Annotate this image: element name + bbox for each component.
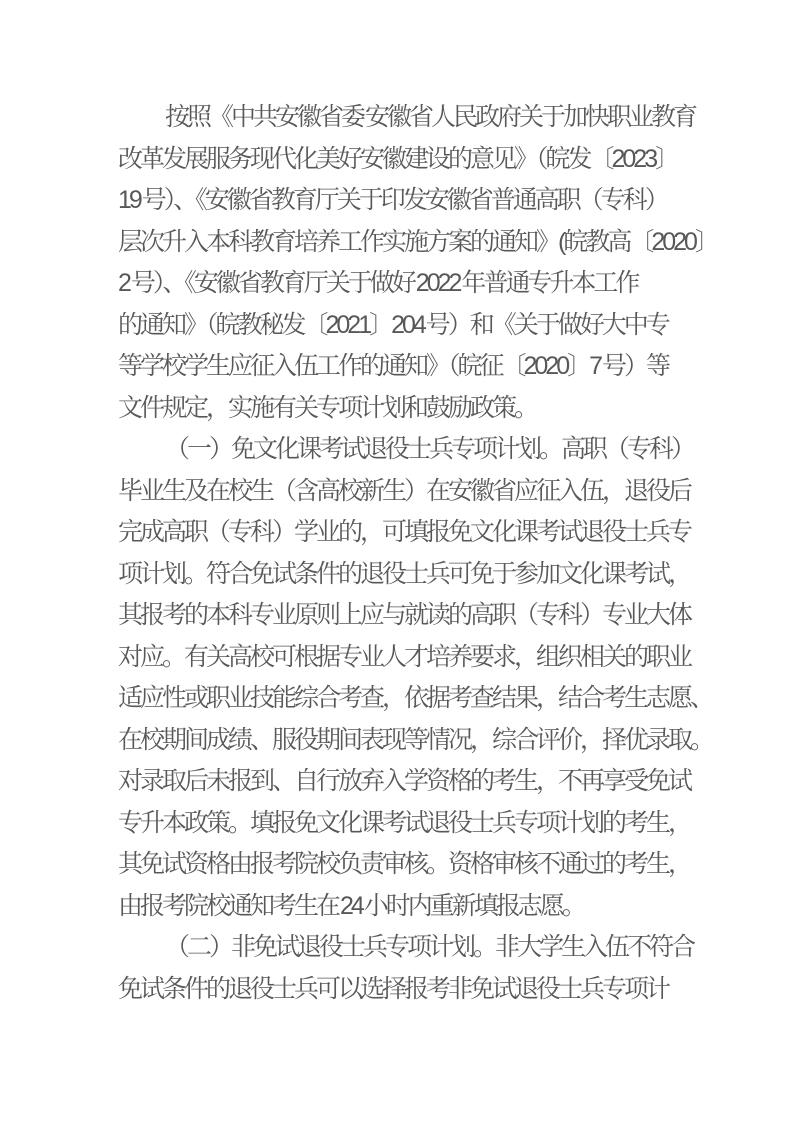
text-line: （一）免文化课考试退役士兵专项计划。高职（专科） (165, 435, 694, 463)
text-line: 完成高职（专科）学业的，可填报免文化课考试退役士兵专 (118, 518, 691, 546)
text-line: 其报考的本科专业原则上应与就读的高职（专科）专业大体 (118, 601, 691, 629)
text-line: 改革发展服务现代化美好安徽建设的意见》（皖发〔2023〕 (118, 144, 678, 173)
paragraph-policy-basis (118, 97, 728, 429)
text-line: 适应性或职业技能综合考查，依据考查结果，结合考生志愿、 (118, 684, 713, 712)
text-line: （二）非免试退役士兵专项计划。非大学生入伍不符合 (165, 933, 694, 961)
text-line: 免试条件的退役士兵可以选择报考非免试退役士兵专项计 (118, 974, 669, 1003)
paragraph-exempt-exam-plan (118, 429, 728, 927)
text-line: 19 号）、《安徽省教育厅关于印发安徽省普通高职（专科） (118, 186, 667, 214)
text-line: 的通知》（皖教秘发〔2021〕204 号）和《关于做好大中专 (118, 310, 668, 339)
text-line: 对录取后未报到、自行放弃入学资格的考生，不再享受免试 (118, 767, 691, 795)
text-line: 按照《中共安徽省委 安徽省人民政府关于加快职业教育 (165, 103, 695, 131)
document-text-block (118, 97, 728, 1010)
text-line: 其免试资格由报考院校负责审核。资格审核不通过的考生， (118, 850, 691, 878)
text-line: 由报考院校通知考生在 24 小时内重新填报志愿。 (118, 891, 584, 920)
text-line: 文件规定，实施有关专项计划和鼓励政策。 (118, 393, 537, 422)
paragraph-non-exempt-plan (118, 927, 728, 1010)
text-line: 项计划。符合免试条件的退役士兵可免于参加文化课考试， (118, 559, 691, 588)
text-line: 2 号）、《安徽省教育厅关于做好 2022 年普通专升本工作 (118, 269, 638, 297)
text-line: 专升本政策。填报免文化课考试退役士兵专项计划的考生， (118, 808, 691, 837)
text-line: 对应。有关高校可根据专业人才培养要求，组织相关的职业 (118, 642, 691, 671)
text-line: 毕业生及在校生（含高校新生）在安徽省应征入伍，退役后 (118, 476, 691, 505)
text-line: 层次升入本科教育培养工作实施方案的通知》(皖教高〔2020〕 (118, 227, 717, 256)
text-line: 在校期间成绩、服役期间表现等情况，综合评价，择优录取。 (118, 725, 713, 754)
text-line: 等学校学生应征入伍工作的通知》（皖征〔2020〕7 号）等 (118, 352, 668, 380)
